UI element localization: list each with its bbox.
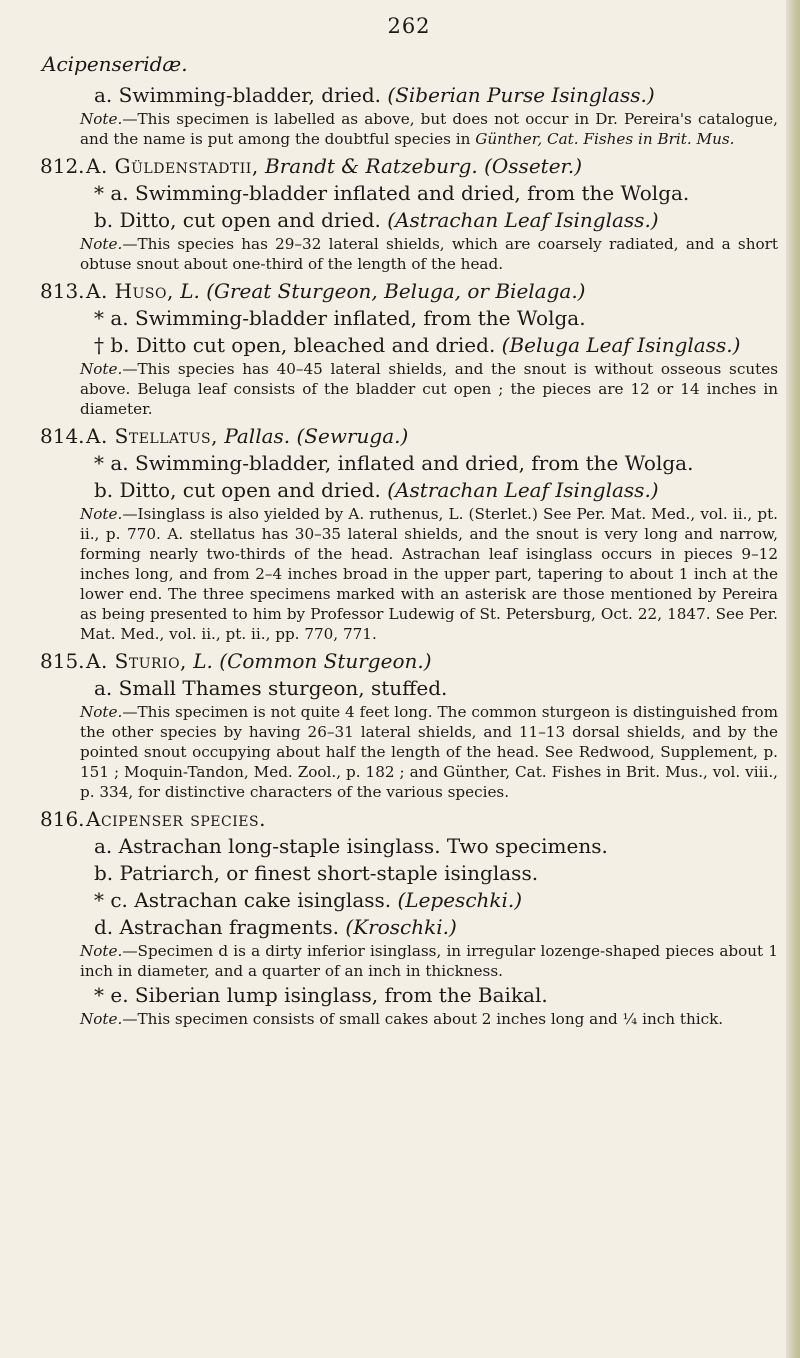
item: a. Swimming-bladder, dried. (Siberian Purse Isinglass.) xyxy=(94,83,655,107)
family-heading: Acipenseridæ. xyxy=(42,52,188,76)
entry-number: 814. xyxy=(40,424,85,448)
entry-816 xyxy=(40,806,778,832)
entry-number: 812. xyxy=(40,154,85,178)
species-name: A. Stellatus, xyxy=(86,424,218,448)
item: a. Small Thames sturgeon, stuffed. xyxy=(94,676,448,700)
authority: Brandt & Ratzeburg. xyxy=(265,154,478,178)
item: * a. Swimming-bladder, inflated and dried, from the Wolga. xyxy=(94,451,694,475)
item: a. Astrachan long-staple isinglass. Two specimens. xyxy=(94,834,608,858)
note: Note.—Specimen d is a dirty inferior isinglass, in irregular lozenge-shaped pieces about 1 inch in diameter, and a quarter of an inch in thickness. xyxy=(80,942,778,980)
species-name: A. Güldenstadtii, xyxy=(86,154,259,178)
item: * e. Siberian lump isinglass, from the Baikal. xyxy=(94,983,548,1007)
page-number: 262 xyxy=(387,14,431,38)
species-name: A. Sturio, xyxy=(86,649,187,673)
species-name: Acipenser species. xyxy=(86,807,266,831)
note: Note.—Isinglass is also yielded by A. ruthenus, L. (Sterlet.) See Per. Mat. Med., vol. ii., pt. ii., p. 770. A. stellatus has 30–35 lateral shields, and the snout is very long and narrow, forming nearly two-thirds of the head. Astrachan leaf isinglass occurs in pieces 9–12 inches long, and from 2–4 inches broad in the upper part, tapering to about 1 inch at the lower end. The three specimens marked with an asterisk are those mentioned by Pereira as being presented to him by Professor Ludewig of St. Petersburg, Oct. 22, 1847. See Per. Mat. Med., vol. ii., pt. ii., pp. 770, 771. xyxy=(80,505,778,643)
item: * c. Astrachan cake isinglass. (Lepeschki.) xyxy=(94,888,523,912)
authority: L. xyxy=(180,279,200,303)
item: b. Patriarch, or finest short-staple isinglass. xyxy=(94,861,539,885)
authority: L. xyxy=(193,649,213,673)
common-name: (Sewruga.) xyxy=(296,424,409,448)
note: Note.—This species has 40–45 lateral shields, and the snout is without osseous scutes above. Beluga leaf consists of the bladder cut open ; the pieces are 12 or 14 inches in diameter. xyxy=(80,360,778,418)
note: Note.—This species has 29–32 lateral shields, which are coarsely radiated, and a short obtuse snout about one-third of the length of the head. xyxy=(80,235,778,273)
document-page xyxy=(40,14,778,1344)
item: d. Astrachan fragments. (Kroschki.) xyxy=(94,915,457,939)
common-name: (Common Sturgeon.) xyxy=(219,649,432,673)
item: * a. Swimming-bladder inflated and dried, from the Wolga. xyxy=(94,181,690,205)
note: Note.—This specimen is labelled as above, but does not occur in Dr. Pereira's catalogue, and the name is put among the doubtful species in Günther, Cat. Fishes in Brit. Mus. xyxy=(80,110,778,148)
entry-number: 815. xyxy=(40,649,85,673)
common-name: (Osseter.) xyxy=(484,154,583,178)
entry-815 xyxy=(40,648,778,674)
entry-814 xyxy=(40,423,778,449)
item: † b. Ditto cut open, bleached and dried. (Beluga Leaf Isinglass.) xyxy=(94,333,741,357)
entry-813 xyxy=(40,278,778,304)
species-name: A. Huso, xyxy=(86,279,174,303)
item: b. Ditto, cut open and dried. (Astrachan Leaf Isinglass.) xyxy=(94,208,659,232)
note: Note.—This specimen consists of small cakes about 2 inches long and ¼ inch thick. xyxy=(80,1010,724,1028)
item: b. Ditto, cut open and dried. (Astrachan Leaf Isinglass.) xyxy=(94,478,659,502)
item: * a. Swimming-bladder inflated, from the Wolga. xyxy=(94,306,586,330)
authority: Pallas. xyxy=(224,424,291,448)
common-name: (Great Sturgeon, Beluga, or Bielaga.) xyxy=(206,279,586,303)
page-edge xyxy=(786,0,800,1358)
note: Note.—This specimen is not quite 4 feet long. The common sturgeon is distinguished from the other species by having 26–31 lateral shields, and 11–13 dorsal shields, and by the pointed snout occupying about half the length of the head. See Redwood, Supplement, p. 151 ; Moquin-Tandon, Med. Zool., p. 182 ; and Günther, Cat. Fishes in Brit. Mus., vol. viii., p. 334, for distinctive characters of the various species. xyxy=(80,703,778,801)
entry-number: 813. xyxy=(40,279,85,303)
entry-number: 816. xyxy=(40,807,85,831)
entry-812 xyxy=(40,153,778,179)
